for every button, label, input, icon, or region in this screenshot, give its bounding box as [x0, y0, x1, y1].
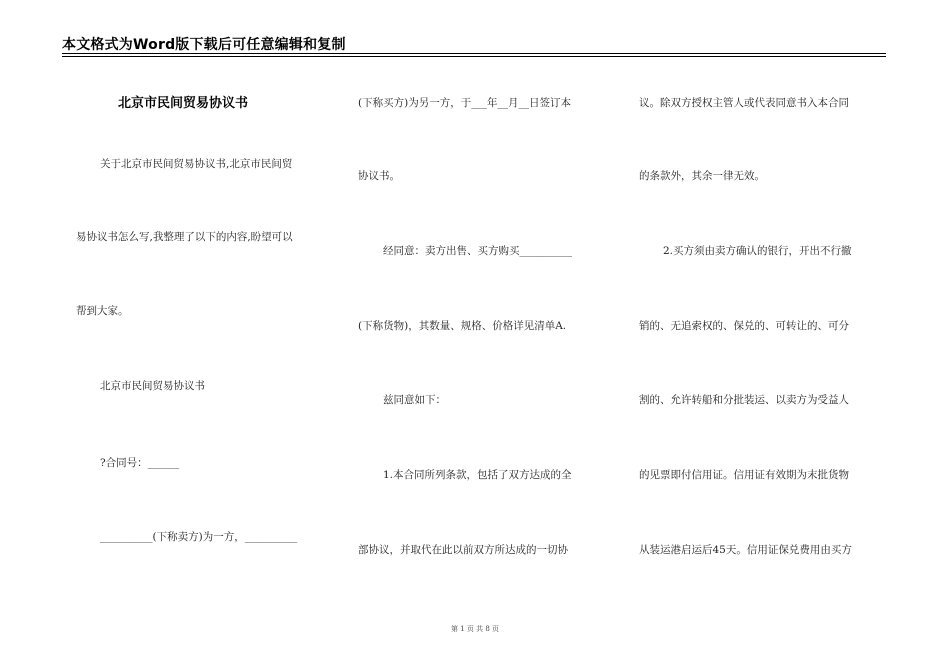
col2-line-1: (下称买方)为另一方，于___年__月__日签订本 [358, 97, 571, 109]
col2-line-6: 1.本合同所列条款，包括了双方达成的全 [383, 469, 572, 481]
page-header-title: 本文格式为Word版下载后可任意编辑和复制 [62, 37, 346, 53]
col3-line-6: 的见票即付信用证。信用证有效期为末批货物 [639, 469, 849, 481]
page-number-footer: 第 1 页 共 8 页 [450, 625, 500, 633]
col1-line-2: 易协议书怎么写,我整理了以下的内容,盼望可以 [76, 231, 293, 243]
col2-line-3: 经同意：卖方出售、买方购买__________ [383, 245, 572, 257]
document-title: 北京市民间贸易协议书 [118, 96, 249, 111]
col3-line-1: 议。除双方授权主管人或代表同意书入本合同 [639, 97, 849, 109]
col2-line-7: 部协议，并取代在此以前双方所达成的一切协 [358, 544, 568, 556]
col2-line-5: 兹同意如下： [383, 394, 446, 406]
col3-line-3: 2.买方须由卖方确认的银行，开出不行撤 [663, 245, 852, 257]
col1-line-4: 北京市民间贸易协议书 [100, 380, 205, 392]
col3-line-7: 从装运港启运后45天。信用证保兑费用由买方 [639, 544, 852, 556]
col3-line-5: 割的、允许转船和分批装运、以卖方为受益人 [639, 394, 849, 406]
header-divider-bottom [62, 56, 886, 57]
col1-line-6: __________(下称卖方)为一方，__________ [100, 531, 298, 543]
header-divider-top [62, 53, 886, 54]
col2-line-4: (下称货物)，其数量、规格、价格详见清单A. [358, 320, 567, 332]
col2-line-2: 协议书。 [358, 170, 400, 182]
col1-line-1: 关于北京市民间贸易协议书,北京市民间贸 [100, 158, 293, 170]
col3-line-2: 的条款外，其余一律无效。 [639, 170, 765, 182]
col3-line-4: 销的、无追索权的、保兑的、可转让的、可分 [639, 320, 849, 332]
col1-line-5: ?合同号：______ [100, 457, 180, 469]
col1-line-3: 帮到大家。 [76, 305, 129, 317]
